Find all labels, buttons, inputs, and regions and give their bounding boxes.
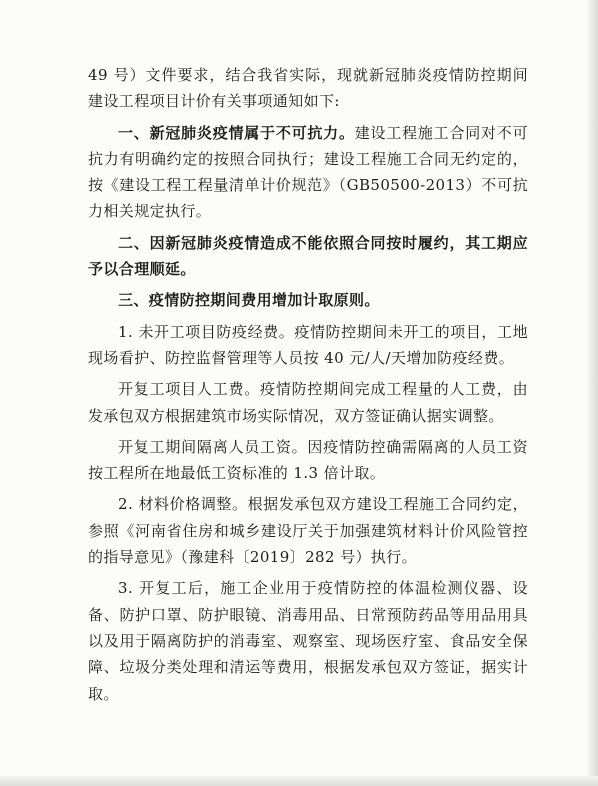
paragraph-item-3-1-b	[88, 376, 528, 429]
paragraph-text: 建设工程施工合同对不可抗力有明确约定的按照合同执行；建设工程施工合同无约定的，按《建设工程工程量清单计价规范》（GB50500-2013）不可抗力相关规定执行。	[88, 123, 528, 221]
paragraph-item-3-3	[88, 575, 528, 706]
paragraph-heading: 二、因新冠肺炎疫情造成不能依照合同按时履约，其工期应予以合理顺延。	[88, 233, 528, 279]
paragraph-intro	[88, 62, 528, 115]
paragraph-item-2	[88, 230, 528, 283]
paragraph-heading: 三、疫情防控期间费用增加计取原则。	[118, 291, 380, 310]
paragraph-text: 1. 未开工项目防疫经费。疫情防控期间未开工的项目，工地现场看护、防控监督管理等人员按 40 元/人/天增加防疫经费。	[88, 322, 528, 367]
paragraph-text: 开复工期间隔离人员工资。因疫情防控确需隔离的人员工资按工程所在地最低工资标准的 1.3 倍计取。	[88, 437, 528, 483]
paragraph-item-3-1-c	[88, 434, 528, 487]
paragraph-item-3-1	[88, 319, 528, 372]
paragraph-item-3	[88, 287, 528, 313]
paragraph-item-3-2	[88, 491, 528, 570]
scan-shadow-bottom	[0, 776, 598, 786]
paragraph-text: 49 号）文件要求，结合我省实际，现就新冠肺炎疫情防控期间建设工程项目计价有关事项通知如下:	[88, 66, 528, 111]
document-body	[88, 62, 528, 707]
scan-shadow-right	[588, 0, 598, 786]
paragraph-heading: 一、新冠肺炎疫情属于不可抗力。	[118, 123, 355, 142]
paragraph-text: 2. 材料价格调整。根据发承包双方建设工程施工合同约定，参照《河南省住房和城乡建设厅关于加强建筑材料计价风险管控的指导意见》（豫建科〔2019〕282 号）执行。	[88, 495, 528, 567]
paragraph-text: 开复工项目人工费。疫情防控期间完成工程量的人工费，由发承包双方根据建筑市场实际情况，双方签证确认据实调整。	[88, 380, 528, 425]
paragraph-item-1	[88, 120, 528, 225]
paragraph-text: 3. 开复工后，施工企业用于疫情防控的体温检测仪器、设备、防护口罩、防护眼镜、消毒用品、日常预防药品等用品用具以及用于隔离防护的消毒室、观察室、现场医疗室、食品安全保障、垃圾分类处理和清运等费用，根据发承包双方签证，据实计取。	[88, 579, 528, 703]
